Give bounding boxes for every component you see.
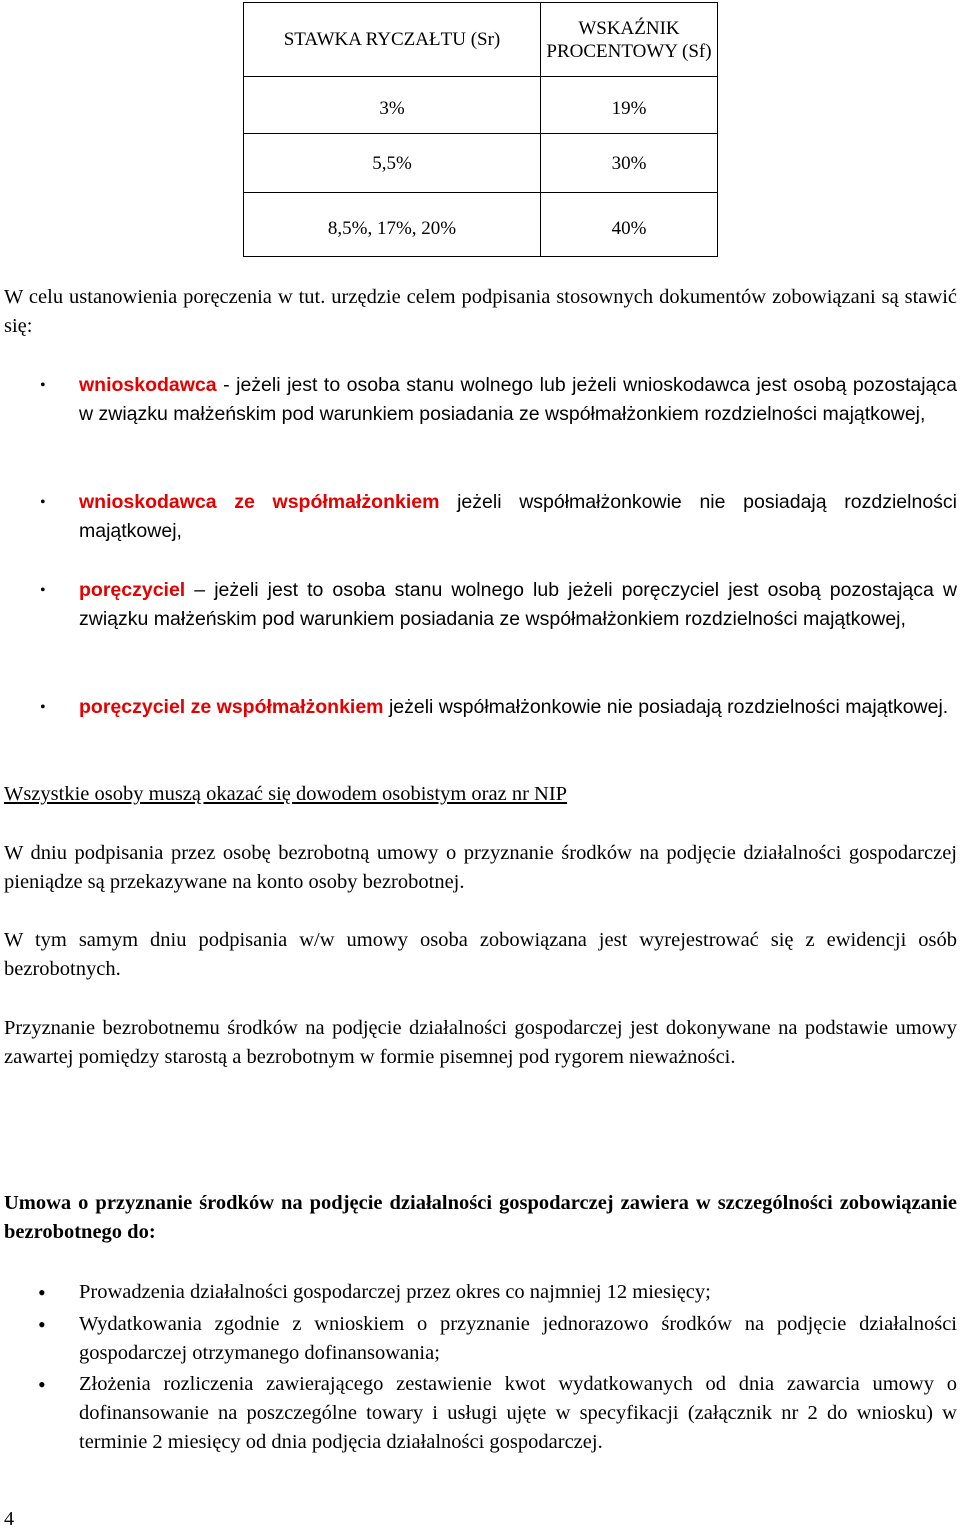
list-item: Wydatkowania zgodnie z wnioskiem o przyznanie jednorazowo środków na podjęcie działalności gospodarczej otrzymanego dofinansowania;	[79, 1313, 957, 1364]
bullet-icon: •	[38, 1372, 46, 1397]
bullet-label: wnioskodawca	[79, 374, 217, 396]
bullet-icon: •	[40, 494, 46, 511]
id-notice: Wszystkie osoby muszą okazać się dowodem osobistym oraz nr NIP	[4, 783, 568, 805]
list-item	[79, 371, 957, 429]
paragraph-agreement: Przyznanie bezrobotnemu środków na podjęcie działalności gospodarczej jest dokonywane na podstawie umowy zawartej pomiędzy starostą a bezrobotnym w formie pisemnej pod rygorem nieważności.	[4, 1017, 957, 1068]
bullet-icon: •	[40, 377, 46, 394]
bullet-text: - jeżeli jest to osoba stanu wolnego lub jeżeli wnioskodawca jest osobą pozostająca w związku małżeńskim pod warunkiem posiadania ze współmałżonkiem rozdzielności majątkowej,	[79, 374, 957, 425]
table-header-row	[244, 3, 718, 77]
table-row	[244, 193, 718, 257]
bullet-label: poręczyciel	[79, 579, 186, 601]
table-row	[244, 77, 718, 134]
bullet-text: jeżeli współmałżonkowie nie posiadają rozdzielności majątkowej,	[79, 491, 957, 542]
list-item: Złożenia rozliczenia zawierającego zestawienie kwot wydatkowanych od dnia zawarcia umowy o dofinansowanie na poszczególne towary i usługi ujęte w specyfikacji (załącznik nr 2 do wniosku) w terminie 2 miesięcy od dnia podjęcia działalności gospodarczej.	[79, 1373, 957, 1453]
rate-cell: 5,5%	[244, 134, 541, 193]
header-rate: STAWKA RYCZAŁTU (Sr)	[244, 3, 541, 77]
percent-cell: 40%	[541, 193, 718, 257]
bullet-icon: •	[38, 1312, 46, 1337]
table-row	[244, 134, 718, 193]
bullet-icon: •	[40, 699, 46, 716]
bullet-text: – jeżeli jest to osoba stanu wolnego lub jeżeli poręczyciel jest osobą pozostająca w związku małżeńskim pod warunkiem posiadania ze współmałżonkiem rozdzielności majątkowej,	[79, 579, 957, 630]
bullet-icon: •	[40, 582, 46, 599]
intro-paragraph: W celu ustanowienia poręczenia w tut. urzędzie celem podpisania stosownych dokumentów zobowiązani są stawić się:	[4, 286, 957, 337]
paragraph-payment: W dniu podpisania przez osobę bezrobotną umowy o przyznanie środków na podjęcie działalności gospodarczej pieniądze są przekazywane na konto osoby bezrobotnej.	[4, 842, 957, 893]
page-number: 4	[4, 1508, 14, 1530]
list-item	[79, 576, 957, 634]
rate-cell: 3%	[244, 77, 541, 134]
percent-cell: 19%	[541, 77, 718, 134]
bullet-label: poręczyciel ze współmałżonkiem	[79, 696, 384, 718]
rates-table	[243, 2, 718, 257]
header-percent: WSKAŹNIK PROCENTOWY (Sf)	[541, 3, 718, 77]
rate-cell: 8,5%, 17%, 20%	[244, 193, 541, 257]
paragraph-deregistration: W tym samym dniu podpisania w/w umowy osoba zobowiązana jest wyrejestrować się z ewidencji osób bezrobotnych.	[4, 929, 957, 980]
list-item	[79, 488, 957, 546]
bullet-icon: •	[38, 1280, 46, 1305]
percent-cell: 30%	[541, 134, 718, 193]
bullet-label: wnioskodawca ze współmałżonkiem	[79, 491, 440, 513]
bullet-text: jeżeli współmałżonkowie nie posiadają rozdzielności majątkowej.	[383, 696, 949, 718]
list-item	[79, 693, 957, 722]
list-item: Prowadzenia działalności gospodarczej przez okres co najmniej 12 miesięcy;	[79, 1281, 711, 1303]
obligations-heading: Umowa o przyznanie środków na podjęcie działalności gospodarczej zawiera w szczególności zobowiązanie bezrobotnego do:	[4, 1192, 957, 1243]
